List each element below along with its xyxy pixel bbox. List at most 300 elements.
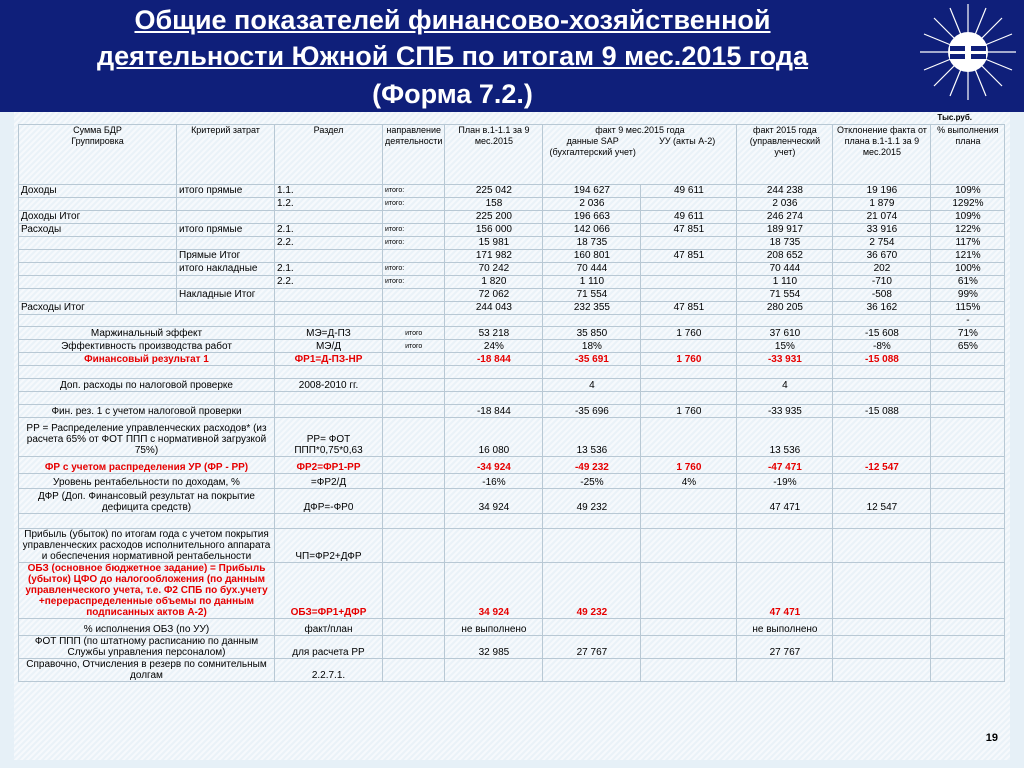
cell-e: [445, 366, 543, 379]
cell-e: 171 982: [445, 250, 543, 263]
cell-e: 34 924: [445, 563, 543, 619]
cell-e: 158: [445, 198, 543, 211]
cell-h: [737, 514, 833, 529]
cell-g: [641, 418, 737, 457]
cell-d: [383, 489, 445, 514]
cell-f: 4: [543, 379, 641, 392]
cell-c: для расчета РР: [275, 636, 383, 659]
cell-e: 72 062: [445, 289, 543, 302]
table-row: [19, 237, 1005, 250]
cell-g: [641, 379, 737, 392]
cell-j: [931, 418, 1005, 457]
cell-j: 115%: [931, 302, 1005, 315]
cell-e: не выполнено: [445, 619, 543, 636]
cell-b: итого накладные: [177, 263, 275, 276]
cell-e: [445, 315, 543, 327]
cell-h: -47 471: [737, 457, 833, 474]
cell-j: [931, 489, 1005, 514]
cell-f: [543, 514, 641, 529]
cell-i: 19 196: [833, 185, 931, 198]
cell-f: -35 691: [543, 353, 641, 366]
row-label: ОБЗ (основное бюджетное задание) = Прибыль (убыток) ЦФО до налогообложения (по данным управленческого учета, т.е. Ф2 СПБ по бух.учету +перераспределенные объемы по данным подписанных актов А-2): [19, 563, 275, 619]
cell-h: 1 110: [737, 276, 833, 289]
cell-c: 2.2.: [275, 237, 383, 250]
unit-label: Тыс.руб.: [937, 113, 972, 122]
table-row: [19, 405, 1005, 418]
row-label: [19, 514, 275, 529]
cell-f: 13 536: [543, 418, 641, 457]
cell-j: 100%: [931, 263, 1005, 276]
cell-g: 1 760: [641, 327, 737, 340]
table-row: [19, 563, 1005, 619]
cell-j: [931, 636, 1005, 659]
cell-g: [641, 366, 737, 379]
cell-h: 27 767: [737, 636, 833, 659]
cell-i: [833, 474, 931, 489]
cell-e: 15 981: [445, 237, 543, 250]
cell-i: [833, 659, 931, 682]
cell-e: 34 924: [445, 489, 543, 514]
cell-e: -18 844: [445, 353, 543, 366]
table-row: [19, 529, 1005, 563]
cell-h: -33 931: [737, 353, 833, 366]
cell-h: [737, 529, 833, 563]
cell-d: [383, 659, 445, 682]
table-row: [19, 514, 1005, 529]
cell-i: [833, 636, 931, 659]
cell-f: -49 232: [543, 457, 641, 474]
cell-h: 70 444: [737, 263, 833, 276]
row-label: Маржинальный эффект: [19, 327, 275, 340]
cell-d: итого:: [383, 263, 445, 276]
cell-c: 2.1.: [275, 224, 383, 237]
slide-title-line-3: (Форма 7.2.): [372, 79, 533, 109]
table-row: [19, 289, 1005, 302]
header-fact2015: факт 2015 года (управленческий учет): [737, 125, 833, 185]
cell-b: [177, 237, 275, 250]
cell-d: [383, 514, 445, 529]
cell-b: [177, 198, 275, 211]
cell-i: -508: [833, 289, 931, 302]
header-direction: направление деятельности: [383, 125, 445, 185]
cell-c: [275, 315, 383, 327]
table-row: [19, 636, 1005, 659]
cell-d: итого:: [383, 198, 445, 211]
cell-e: 53 218: [445, 327, 543, 340]
table-row: [19, 263, 1005, 276]
cell-d: итого:: [383, 276, 445, 289]
cell-a: Доходы Итог: [19, 211, 177, 224]
cell-i: 2 754: [833, 237, 931, 250]
row-label: Уровень рентабельности по доходам, %: [19, 474, 275, 489]
cell-f: 35 850: [543, 327, 641, 340]
cell-g: [641, 263, 737, 276]
cell-f: -35 696: [543, 405, 641, 418]
cell-j: 99%: [931, 289, 1005, 302]
table-row: [19, 659, 1005, 682]
cell-j: 71%: [931, 327, 1005, 340]
cell-a: [19, 289, 177, 302]
cell-f: 232 355: [543, 302, 641, 315]
cell-a: [19, 263, 177, 276]
cell-j: [931, 529, 1005, 563]
cell-e: -18 844: [445, 405, 543, 418]
cell-h: не выполнено: [737, 619, 833, 636]
cell-d: итого: [383, 340, 445, 353]
cell-g: 49 611: [641, 185, 737, 198]
cell-c: ДФР=-ФР0: [275, 489, 383, 514]
cell-i: -15 088: [833, 353, 931, 366]
table-row: [19, 302, 1005, 315]
row-label: % исполнения ОБЗ (по УУ): [19, 619, 275, 636]
cell-g: 47 851: [641, 250, 737, 263]
cell-i: 1 879: [833, 198, 931, 211]
cell-f: 194 627: [543, 185, 641, 198]
cell-j: 121%: [931, 250, 1005, 263]
cell-f: 2 036: [543, 198, 641, 211]
cell-h: 246 274: [737, 211, 833, 224]
cell-e: 32 985: [445, 636, 543, 659]
cell-i: 12 547: [833, 489, 931, 514]
cell-j: [931, 405, 1005, 418]
cell-c: [275, 302, 383, 315]
table-row: [19, 250, 1005, 263]
cell-h: 37 610: [737, 327, 833, 340]
cell-h: 2 036: [737, 198, 833, 211]
table-row: [19, 418, 1005, 457]
cell-a: [19, 198, 177, 211]
cell-e: 1 820: [445, 276, 543, 289]
cell-g: 49 611: [641, 211, 737, 224]
cell-h: [737, 366, 833, 379]
cell-e: 225 200: [445, 211, 543, 224]
cell-d: [383, 366, 445, 379]
cell-d: [383, 563, 445, 619]
table-row: [19, 315, 1005, 327]
cell-e: 70 242: [445, 263, 543, 276]
cell-i: -8%: [833, 340, 931, 353]
row-label: Эффективность производства работ: [19, 340, 275, 353]
cell-f: [543, 659, 641, 682]
cell-j: 109%: [931, 185, 1005, 198]
cell-j: 65%: [931, 340, 1005, 353]
cell-d: итого: [383, 327, 445, 340]
cell-g: [641, 198, 737, 211]
row-label: [19, 315, 275, 327]
cell-e: 24%: [445, 340, 543, 353]
cell-d: [383, 211, 445, 224]
cell-c: МЭ=Д-ПЗ: [275, 327, 383, 340]
cell-i: 36 670: [833, 250, 931, 263]
row-label: Финансовый результат 1: [19, 353, 275, 366]
cell-h: 18 735: [737, 237, 833, 250]
cell-g: [641, 392, 737, 405]
cell-f: 49 232: [543, 563, 641, 619]
table-row: [19, 392, 1005, 405]
cell-h: -19%: [737, 474, 833, 489]
slide-title-line-2: деятельности Южной СПБ по итогам 9 мес.2015 года: [96, 41, 809, 71]
cell-h: [737, 315, 833, 327]
table-row: [19, 489, 1005, 514]
cell-j: 61%: [931, 276, 1005, 289]
cell-j: [931, 659, 1005, 682]
cell-d: [383, 529, 445, 563]
financial-table: [18, 124, 1005, 682]
cell-j: 117%: [931, 237, 1005, 250]
cell-d: [383, 353, 445, 366]
cell-e: 225 042: [445, 185, 543, 198]
cell-c: [275, 289, 383, 302]
header-sap: данные SAP (бухгалтерский учет): [549, 136, 636, 157]
cell-i: 202: [833, 263, 931, 276]
cell-a: [19, 276, 177, 289]
cell-c: [275, 405, 383, 418]
table-row: [19, 327, 1005, 340]
header-group: Сумма БДР Группировка: [19, 125, 177, 185]
cell-f: [543, 529, 641, 563]
cell-f: 1 110: [543, 276, 641, 289]
cell-c: ФР2=ФР1-РР: [275, 457, 383, 474]
cell-j: [931, 366, 1005, 379]
cell-j: [931, 563, 1005, 619]
row-label: [19, 366, 275, 379]
table-row: [19, 224, 1005, 237]
cell-f: 71 554: [543, 289, 641, 302]
cell-f: 160 801: [543, 250, 641, 263]
cell-i: [833, 392, 931, 405]
cell-a: [19, 237, 177, 250]
cell-g: 4%: [641, 474, 737, 489]
cell-h: 280 205: [737, 302, 833, 315]
slide-title-line-1: Общие показателей финансово-хозяйственной: [134, 5, 771, 35]
cell-a: Расходы: [19, 224, 177, 237]
cell-c: [275, 514, 383, 529]
row-label: ФОТ ППП (по штатному расписанию по данным Службы управления персоналом): [19, 636, 275, 659]
page-number: 19: [985, 732, 998, 744]
cell-g: 1 760: [641, 405, 737, 418]
slide-header: [0, 0, 1024, 112]
cell-e: 244 043: [445, 302, 543, 315]
cell-g: [641, 529, 737, 563]
table-row: [19, 366, 1005, 379]
cell-i: 36 162: [833, 302, 931, 315]
row-label: ФР с учетом распределения УР (ФР - РР): [19, 457, 275, 474]
header-plan: План в.1-1.1 за 9 мес.2015: [445, 125, 543, 185]
cell-i: 21 074: [833, 211, 931, 224]
cell-f: 49 232: [543, 489, 641, 514]
cell-h: [737, 659, 833, 682]
cell-d: [383, 619, 445, 636]
cell-c: =ФР2/Д: [275, 474, 383, 489]
table-row: [19, 619, 1005, 636]
cell-d: [383, 379, 445, 392]
cell-f: 27 767: [543, 636, 641, 659]
cell-j: [931, 379, 1005, 392]
cell-j: 1292%: [931, 198, 1005, 211]
table-row: [19, 457, 1005, 474]
table-row: [19, 198, 1005, 211]
cell-h: 47 471: [737, 563, 833, 619]
header-fact-title: факт 9 мес.2015 года: [595, 125, 685, 135]
cell-j: [931, 619, 1005, 636]
cell-f: [543, 619, 641, 636]
cell-j: [931, 457, 1005, 474]
cell-g: [641, 315, 737, 327]
cell-d: итого:: [383, 185, 445, 198]
cell-c: РР= ФОТ ППП*0,75*0,63: [275, 418, 383, 457]
cell-c: ФР1=Д-ПЗ-НР: [275, 353, 383, 366]
cell-g: 47 851: [641, 302, 737, 315]
cell-c: [275, 392, 383, 405]
cell-c: ОБЗ=ФР1+ДФР: [275, 563, 383, 619]
cell-f: 70 444: [543, 263, 641, 276]
cell-b: Накладные Итог: [177, 289, 275, 302]
cell-a: [19, 250, 177, 263]
cell-d: итого:: [383, 224, 445, 237]
cell-a: Расходы Итог: [19, 302, 177, 315]
cell-d: [383, 474, 445, 489]
cell-c: [275, 211, 383, 224]
cell-h: [737, 392, 833, 405]
cell-d: [383, 289, 445, 302]
cell-g: [641, 489, 737, 514]
cell-b: [177, 302, 275, 315]
cell-h: 13 536: [737, 418, 833, 457]
row-label: Справочно, Отчисления в резерв по сомнительным долгам: [19, 659, 275, 682]
cell-f: 18 735: [543, 237, 641, 250]
row-label: Доп. расходы по налоговой проверке: [19, 379, 275, 392]
cell-j: -: [931, 315, 1005, 327]
cell-e: 16 080: [445, 418, 543, 457]
cell-f: 18%: [543, 340, 641, 353]
row-label: РР = Распределение управленческих расходов* (из расчета 65% от ФОТ ППП с нормативной загрузкой 75%): [19, 418, 275, 457]
cell-j: [931, 514, 1005, 529]
cell-i: [833, 315, 931, 327]
cell-d: [383, 405, 445, 418]
cell-c: 2008-2010 гг.: [275, 379, 383, 392]
header-deviation: Отклонение факта от плана в.1-1.1 за 9 мес.2015: [833, 125, 931, 185]
cell-b: Прямые Итог: [177, 250, 275, 263]
cell-h: 189 917: [737, 224, 833, 237]
cell-i: -12 547: [833, 457, 931, 474]
header-criterion: Критерий затрат: [177, 125, 275, 185]
cell-j: [931, 474, 1005, 489]
cell-g: [641, 659, 737, 682]
cell-a: Доходы: [19, 185, 177, 198]
cell-h: 71 554: [737, 289, 833, 302]
cell-c: [275, 366, 383, 379]
cell-i: -15 608: [833, 327, 931, 340]
cell-g: [641, 563, 737, 619]
cell-i: -710: [833, 276, 931, 289]
cell-g: 47 851: [641, 224, 737, 237]
table-header-row: [19, 125, 1005, 185]
cell-b: итого прямые: [177, 185, 275, 198]
header-fact-group: [543, 125, 737, 185]
cell-c: 2.2.7.1.: [275, 659, 383, 682]
cell-d: [383, 636, 445, 659]
row-label: ДФР (Доп. Финансовый результат на покрытие дефицита средств): [19, 489, 275, 514]
cell-i: 33 916: [833, 224, 931, 237]
header-section: Раздел: [275, 125, 383, 185]
cell-h: 208 652: [737, 250, 833, 263]
cell-g: [641, 276, 737, 289]
cell-d: [383, 418, 445, 457]
cell-c: 2.2.: [275, 276, 383, 289]
cell-c: [275, 250, 383, 263]
cell-h: 4: [737, 379, 833, 392]
cell-h: 244 238: [737, 185, 833, 198]
cell-b: [177, 276, 275, 289]
header-uu: УУ (акты А-2): [659, 136, 716, 146]
cell-j: [931, 392, 1005, 405]
cell-e: [445, 659, 543, 682]
cell-i: [833, 366, 931, 379]
cell-c: 1.1.: [275, 185, 383, 198]
table-row: [19, 379, 1005, 392]
cell-e: 156 000: [445, 224, 543, 237]
cell-h: 47 471: [737, 489, 833, 514]
cell-j: 109%: [931, 211, 1005, 224]
cell-c: факт/план: [275, 619, 383, 636]
cell-d: [383, 457, 445, 474]
cell-c: 2.1.: [275, 263, 383, 276]
cell-e: -34 924: [445, 457, 543, 474]
cell-g: [641, 340, 737, 353]
table-row: [19, 185, 1005, 198]
cell-e: [445, 529, 543, 563]
cell-d: итого:: [383, 237, 445, 250]
cell-i: -15 088: [833, 405, 931, 418]
table-row: [19, 340, 1005, 353]
cell-c: ЧП=ФР2+ДФР: [275, 529, 383, 563]
cell-i: [833, 379, 931, 392]
cell-f: 142 066: [543, 224, 641, 237]
cell-b: итого прямые: [177, 224, 275, 237]
cell-f: [543, 315, 641, 327]
cell-d: [383, 250, 445, 263]
cell-e: [445, 379, 543, 392]
cell-g: 1 760: [641, 457, 737, 474]
table-row: [19, 353, 1005, 366]
cell-f: [543, 366, 641, 379]
cell-f: [543, 392, 641, 405]
cell-b: [177, 211, 275, 224]
cell-g: 1 760: [641, 353, 737, 366]
table-row: [19, 276, 1005, 289]
cell-i: [833, 418, 931, 457]
cell-e: [445, 514, 543, 529]
cell-c: 1.2.: [275, 198, 383, 211]
cell-i: [833, 514, 931, 529]
cell-f: -25%: [543, 474, 641, 489]
row-label: Фин. рез. 1 с учетом налоговой проверки: [19, 405, 275, 418]
row-label: [19, 392, 275, 405]
cell-g: [641, 619, 737, 636]
cell-h: -33 935: [737, 405, 833, 418]
cell-e: -16%: [445, 474, 543, 489]
cell-i: [833, 529, 931, 563]
cell-g: [641, 237, 737, 250]
header-percent: % выполнения плана: [931, 125, 1005, 185]
cell-j: 122%: [931, 224, 1005, 237]
cell-c: МЭ/Д: [275, 340, 383, 353]
cell-d: [383, 315, 445, 327]
cell-i: [833, 619, 931, 636]
cell-d: [383, 302, 445, 315]
cell-d: [383, 392, 445, 405]
cell-g: [641, 514, 737, 529]
